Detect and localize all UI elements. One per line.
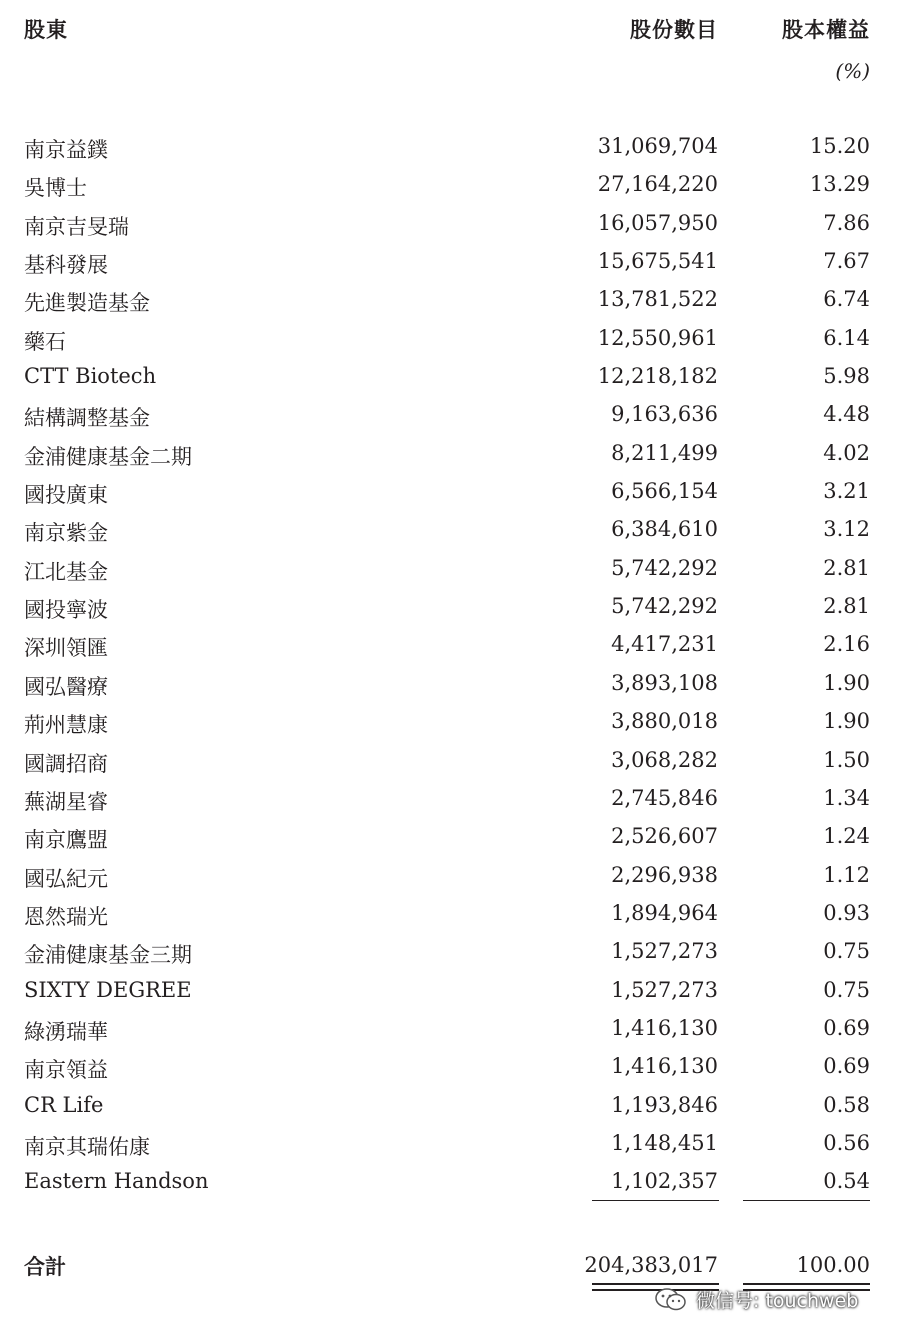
table-row bbox=[0, 667, 902, 705]
shareholder-name: 江北基金 bbox=[24, 559, 108, 584]
equity-percent: 4.02 bbox=[823, 440, 870, 465]
share-count: 13,781,522 bbox=[597, 287, 718, 312]
share-count: 6,384,610 bbox=[611, 517, 718, 542]
share-count: 3,880,018 bbox=[611, 709, 718, 734]
total-shares: 204,383,017 bbox=[584, 1253, 718, 1277]
shareholder-name: CR Life bbox=[24, 1092, 104, 1117]
shareholder-name: 國弘醫療 bbox=[24, 674, 108, 699]
equity-percent: 15.20 bbox=[809, 134, 870, 158]
share-count: 1,102,357 bbox=[611, 1169, 718, 1194]
table-row bbox=[0, 859, 902, 897]
shareholder-name: 金浦健康基金三期 bbox=[24, 943, 192, 968]
table-row bbox=[0, 513, 902, 551]
table-row bbox=[0, 935, 902, 973]
share-count: 1,193,846 bbox=[611, 1092, 718, 1117]
shareholder-name: 基科發展 bbox=[24, 253, 108, 278]
equity-percent: 0.69 bbox=[823, 1054, 870, 1079]
table-row bbox=[0, 283, 902, 321]
share-count: 1,148,451 bbox=[611, 1130, 718, 1155]
shareholder-name: Eastern Handson bbox=[24, 1169, 209, 1194]
shareholder-name: 南京益鏷 bbox=[24, 138, 108, 162]
equity-percent: 6.74 bbox=[823, 287, 870, 312]
equity-percent: 2.81 bbox=[823, 555, 870, 580]
table-row bbox=[0, 820, 902, 858]
table-row bbox=[0, 207, 902, 245]
equity-percent: 1.34 bbox=[823, 785, 870, 810]
table-row bbox=[0, 168, 902, 206]
equity-percent: 0.58 bbox=[823, 1092, 870, 1117]
shareholder-name: 深圳領匯 bbox=[24, 636, 108, 661]
shares-total-double-rule-top bbox=[592, 1283, 719, 1285]
table-row bbox=[0, 1050, 902, 1088]
share-count: 3,893,108 bbox=[611, 670, 718, 695]
share-count: 1,527,273 bbox=[611, 977, 718, 1002]
shareholder-name: 先進製造基金 bbox=[24, 291, 150, 316]
shareholder-table-body bbox=[0, 130, 902, 1204]
column-header-equity: 股本權益 bbox=[782, 18, 870, 42]
equity-percent: 1.90 bbox=[823, 709, 870, 734]
share-count: 15,675,541 bbox=[597, 249, 718, 274]
share-count: 16,057,950 bbox=[597, 210, 718, 235]
share-count: 12,218,182 bbox=[597, 364, 718, 389]
share-count: 2,296,938 bbox=[611, 862, 718, 887]
share-count: 2,745,846 bbox=[611, 785, 718, 810]
shareholder-name: 結構調整基金 bbox=[24, 406, 150, 431]
shareholder-name: 國弘紀元 bbox=[24, 866, 108, 891]
equity-percent: 0.75 bbox=[823, 939, 870, 964]
share-count: 4,417,231 bbox=[611, 632, 718, 657]
watermark-text: 微信号: touchweb bbox=[696, 1290, 859, 1312]
table-row bbox=[0, 245, 902, 283]
shares-subtotal-rule bbox=[592, 1200, 719, 1201]
shareholder-name: CTT Biotech bbox=[24, 364, 157, 389]
equity-percent: 5.98 bbox=[823, 364, 870, 389]
share-count: 5,742,292 bbox=[611, 555, 718, 580]
table-row bbox=[0, 705, 902, 743]
shareholder-name: 吳博士 bbox=[24, 176, 87, 201]
column-header-shares: 股份數目 bbox=[630, 18, 718, 42]
total-percent: 100.00 bbox=[796, 1253, 870, 1277]
table-row bbox=[0, 590, 902, 628]
table-row bbox=[0, 782, 902, 820]
equity-percent: 2.81 bbox=[823, 594, 870, 619]
equity-percent: 7.67 bbox=[823, 249, 870, 274]
table-row bbox=[0, 322, 902, 360]
equity-total-double-rule-top bbox=[743, 1283, 870, 1285]
equity-percent: 0.93 bbox=[823, 900, 870, 925]
total-label: 合計 bbox=[24, 1255, 66, 1279]
shareholder-name: 國調招商 bbox=[24, 751, 108, 776]
equity-subtotal-rule bbox=[743, 1200, 870, 1201]
equity-percent: 4.48 bbox=[823, 402, 870, 427]
share-count: 1,416,130 bbox=[611, 1054, 718, 1079]
equity-percent: 0.69 bbox=[823, 1015, 870, 1040]
wechat-icon bbox=[654, 1287, 688, 1313]
share-count: 1,527,273 bbox=[611, 939, 718, 964]
shareholder-name: SIXTY DEGREE bbox=[24, 977, 192, 1002]
share-count: 9,163,636 bbox=[611, 402, 718, 427]
table-row bbox=[0, 1127, 902, 1165]
column-header-shareholder: 股東 bbox=[24, 18, 68, 42]
shareholder-name: 藥石 bbox=[24, 329, 66, 354]
shareholder-name: 南京領益 bbox=[24, 1058, 108, 1083]
shareholder-name: 蕪湖星睿 bbox=[24, 789, 108, 814]
table-row bbox=[0, 437, 902, 475]
table-row bbox=[0, 744, 902, 782]
table-row bbox=[0, 475, 902, 513]
share-count: 6,566,154 bbox=[611, 479, 718, 504]
watermark bbox=[654, 1286, 858, 1313]
equity-percent: 0.56 bbox=[823, 1130, 870, 1155]
equity-percent: 3.12 bbox=[823, 517, 870, 542]
equity-percent: 1.50 bbox=[823, 747, 870, 772]
shareholder-name: 國投廣東 bbox=[24, 483, 108, 508]
equity-percent: 1.90 bbox=[823, 670, 870, 695]
table-row bbox=[0, 1012, 902, 1050]
share-count: 3,068,282 bbox=[611, 747, 718, 772]
equity-percent: 0.75 bbox=[823, 977, 870, 1002]
table-row bbox=[0, 360, 902, 398]
table-row bbox=[0, 552, 902, 590]
table-row bbox=[0, 628, 902, 666]
shareholder-name: 南京其瑞佑康 bbox=[24, 1134, 150, 1159]
equity-percent: 0.54 bbox=[823, 1169, 870, 1194]
share-count: 5,742,292 bbox=[611, 594, 718, 619]
share-count: 1,416,130 bbox=[611, 1015, 718, 1040]
shareholder-name: 金浦健康基金二期 bbox=[24, 444, 192, 469]
table-row bbox=[0, 1165, 902, 1203]
table-row bbox=[0, 897, 902, 935]
share-count: 27,164,220 bbox=[597, 172, 718, 197]
share-count: 12,550,961 bbox=[597, 325, 718, 350]
table-row bbox=[0, 398, 902, 436]
share-count: 1,894,964 bbox=[611, 900, 718, 925]
equity-percent: 1.12 bbox=[823, 862, 870, 887]
shareholder-name: 南京鷹盟 bbox=[24, 828, 108, 853]
shareholder-name: 恩然瑞光 bbox=[24, 904, 108, 929]
equity-percent: 3.21 bbox=[823, 479, 870, 504]
equity-percent: 1.24 bbox=[823, 824, 870, 849]
equity-percent: 13.29 bbox=[809, 172, 870, 197]
table-row bbox=[0, 1089, 902, 1127]
share-count: 2,526,607 bbox=[611, 824, 718, 849]
shareholder-name: 南京紫金 bbox=[24, 521, 108, 546]
share-count: 8,211,499 bbox=[611, 440, 718, 465]
table-row bbox=[0, 130, 902, 168]
equity-percent: 6.14 bbox=[823, 325, 870, 350]
shareholder-name: 綠湧瑞華 bbox=[24, 1019, 108, 1044]
shareholder-name: 荊州慧康 bbox=[24, 713, 108, 738]
equity-percent: 7.86 bbox=[823, 210, 870, 235]
shareholder-name: 南京吉旻瑞 bbox=[24, 214, 129, 239]
equity-percent: 2.16 bbox=[823, 632, 870, 657]
share-count: 31,069,704 bbox=[597, 134, 718, 158]
table-row bbox=[0, 974, 902, 1012]
percent-unit-label: (%) bbox=[835, 59, 870, 83]
shareholder-name: 國投寧波 bbox=[24, 598, 108, 623]
